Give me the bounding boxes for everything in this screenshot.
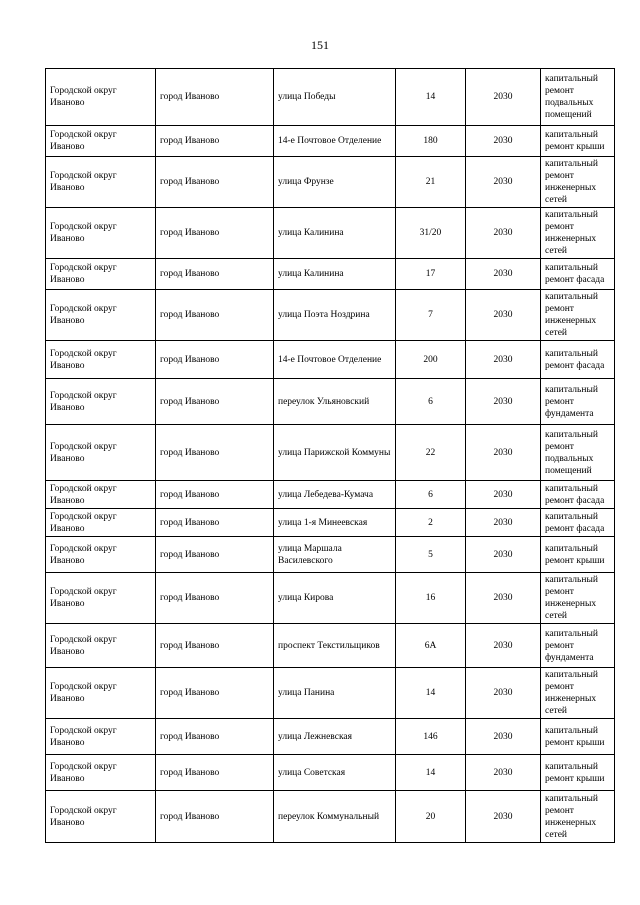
year-cell: 2030 xyxy=(466,208,541,259)
city-cell: город Иваново xyxy=(156,425,274,481)
table-row xyxy=(46,157,615,208)
municipality-cell: Городской округ Иваново xyxy=(46,573,156,624)
municipality-cell: Городской округ Иваново xyxy=(46,379,156,425)
table-row xyxy=(46,719,615,755)
year-cell: 2030 xyxy=(466,425,541,481)
year-cell: 2030 xyxy=(466,668,541,719)
table-row xyxy=(46,259,615,290)
street-cell: переулок Коммунальный xyxy=(274,791,396,843)
street-cell: улица Лежневская xyxy=(274,719,396,755)
work-type-cell: капитальный ремонт инженерных сетей xyxy=(541,791,615,843)
table-row xyxy=(46,668,615,719)
year-cell: 2030 xyxy=(466,69,541,126)
municipality-cell: Городской округ Иваново xyxy=(46,624,156,668)
street-cell: улица Панина xyxy=(274,668,396,719)
municipality-cell: Городской округ Иваново xyxy=(46,755,156,791)
street-cell: улица Калинина xyxy=(274,259,396,290)
house-number-cell: 6 xyxy=(396,379,466,425)
house-number-cell: 22 xyxy=(396,425,466,481)
work-type-cell: капитальный ремонт подвальных помещений xyxy=(541,69,615,126)
municipality-cell: Городской округ Иваново xyxy=(46,481,156,509)
city-cell: город Иваново xyxy=(156,791,274,843)
municipality-cell: Городской округ Иваново xyxy=(46,126,156,157)
year-cell: 2030 xyxy=(466,624,541,668)
municipality-cell: Городской округ Иваново xyxy=(46,341,156,379)
street-cell: проспект Текстильщиков xyxy=(274,624,396,668)
house-number-cell: 2 xyxy=(396,509,466,537)
street-cell: 14-е Почтовое Отделение xyxy=(274,126,396,157)
table-row xyxy=(46,208,615,259)
city-cell: город Иваново xyxy=(156,69,274,126)
street-cell: улица Поэта Ноздрина xyxy=(274,290,396,341)
house-number-cell: 146 xyxy=(396,719,466,755)
city-cell: город Иваново xyxy=(156,719,274,755)
municipality-cell: Городской округ Иваново xyxy=(46,719,156,755)
city-cell: город Иваново xyxy=(156,157,274,208)
municipality-cell: Городской округ Иваново xyxy=(46,509,156,537)
house-number-cell: 6А xyxy=(396,624,466,668)
street-cell: улица Парижской Коммуны xyxy=(274,425,396,481)
municipality-cell: Городской округ Иваново xyxy=(46,69,156,126)
table-row xyxy=(46,341,615,379)
table-row xyxy=(46,379,615,425)
municipality-cell: Городской округ Иваново xyxy=(46,208,156,259)
work-type-cell: капитальный ремонт фасада xyxy=(541,481,615,509)
street-cell: переулок Ульяновский xyxy=(274,379,396,425)
municipality-cell: Городской округ Иваново xyxy=(46,157,156,208)
work-type-cell: капитальный ремонт крыши xyxy=(541,126,615,157)
house-number-cell: 17 xyxy=(396,259,466,290)
year-cell: 2030 xyxy=(466,126,541,157)
street-cell: улица Фрунзе xyxy=(274,157,396,208)
house-number-cell: 31/20 xyxy=(396,208,466,259)
work-type-cell: капитальный ремонт крыши xyxy=(541,755,615,791)
table-row xyxy=(46,791,615,843)
house-number-cell: 20 xyxy=(396,791,466,843)
table-row xyxy=(46,481,615,509)
house-number-cell: 14 xyxy=(396,755,466,791)
work-type-cell: капитальный ремонт фасада xyxy=(541,259,615,290)
year-cell: 2030 xyxy=(466,259,541,290)
street-cell: улица Советская xyxy=(274,755,396,791)
city-cell: город Иваново xyxy=(156,509,274,537)
work-type-cell: капитальный ремонт крыши xyxy=(541,537,615,573)
year-cell: 2030 xyxy=(466,755,541,791)
house-number-cell: 16 xyxy=(396,573,466,624)
city-cell: город Иваново xyxy=(156,573,274,624)
city-cell: город Иваново xyxy=(156,379,274,425)
city-cell: город Иваново xyxy=(156,208,274,259)
street-cell: улица Кирова xyxy=(274,573,396,624)
table-row xyxy=(46,573,615,624)
street-cell: улица Победы xyxy=(274,69,396,126)
street-cell: улица Маршала Василевского xyxy=(274,537,396,573)
house-number-cell: 6 xyxy=(396,481,466,509)
table-row xyxy=(46,509,615,537)
work-type-cell: капитальный ремонт фасада xyxy=(541,341,615,379)
city-cell: город Иваново xyxy=(156,668,274,719)
house-number-cell: 14 xyxy=(396,69,466,126)
city-cell: город Иваново xyxy=(156,259,274,290)
house-number-cell: 21 xyxy=(396,157,466,208)
work-type-cell: капитальный ремонт инженерных сетей xyxy=(541,157,615,208)
street-cell: 14-е Почтовое Отделение xyxy=(274,341,396,379)
street-cell: улица 1-я Минеевская xyxy=(274,509,396,537)
year-cell: 2030 xyxy=(466,791,541,843)
work-type-cell: капитальный ремонт инженерных сетей xyxy=(541,573,615,624)
municipality-cell: Городской округ Иваново xyxy=(46,791,156,843)
table-row xyxy=(46,537,615,573)
table-row xyxy=(46,69,615,126)
year-cell: 2030 xyxy=(466,290,541,341)
work-type-cell: капитальный ремонт инженерных сетей xyxy=(541,290,615,341)
work-type-cell: капитальный ремонт инженерных сетей xyxy=(541,668,615,719)
municipality-cell: Городской округ Иваново xyxy=(46,425,156,481)
municipality-cell: Городской округ Иваново xyxy=(46,537,156,573)
year-cell: 2030 xyxy=(466,481,541,509)
work-type-cell: капитальный ремонт фундамента xyxy=(541,379,615,425)
municipality-cell: Городской округ Иваново xyxy=(46,668,156,719)
municipality-cell: Городской округ Иваново xyxy=(46,259,156,290)
year-cell: 2030 xyxy=(466,719,541,755)
table-row xyxy=(46,126,615,157)
street-cell: улица Калинина xyxy=(274,208,396,259)
work-type-cell: капитальный ремонт фундамента xyxy=(541,624,615,668)
table-row xyxy=(46,624,615,668)
table-body xyxy=(46,69,615,843)
city-cell: город Иваново xyxy=(156,537,274,573)
work-type-cell: капитальный ремонт крыши xyxy=(541,719,615,755)
city-cell: город Иваново xyxy=(156,755,274,791)
table-row xyxy=(46,755,615,791)
table-row xyxy=(46,290,615,341)
city-cell: город Иваново xyxy=(156,290,274,341)
house-number-cell: 180 xyxy=(396,126,466,157)
street-cell: улица Лебедева-Кумача xyxy=(274,481,396,509)
city-cell: город Иваново xyxy=(156,341,274,379)
work-type-cell: капитальный ремонт инженерных сетей xyxy=(541,208,615,259)
year-cell: 2030 xyxy=(466,509,541,537)
house-number-cell: 14 xyxy=(396,668,466,719)
repair-schedule-table xyxy=(45,68,615,843)
house-number-cell: 7 xyxy=(396,290,466,341)
year-cell: 2030 xyxy=(466,157,541,208)
year-cell: 2030 xyxy=(466,379,541,425)
year-cell: 2030 xyxy=(466,537,541,573)
municipality-cell: Городской округ Иваново xyxy=(46,290,156,341)
page-number: 151 xyxy=(311,38,329,52)
house-number-cell: 5 xyxy=(396,537,466,573)
house-number-cell: 200 xyxy=(396,341,466,379)
city-cell: город Иваново xyxy=(156,481,274,509)
work-type-cell: капитальный ремонт фасада xyxy=(541,509,615,537)
city-cell: город Иваново xyxy=(156,624,274,668)
city-cell: город Иваново xyxy=(156,126,274,157)
table-row xyxy=(46,425,615,481)
work-type-cell: капитальный ремонт подвальных помещений xyxy=(541,425,615,481)
year-cell: 2030 xyxy=(466,341,541,379)
year-cell: 2030 xyxy=(466,573,541,624)
